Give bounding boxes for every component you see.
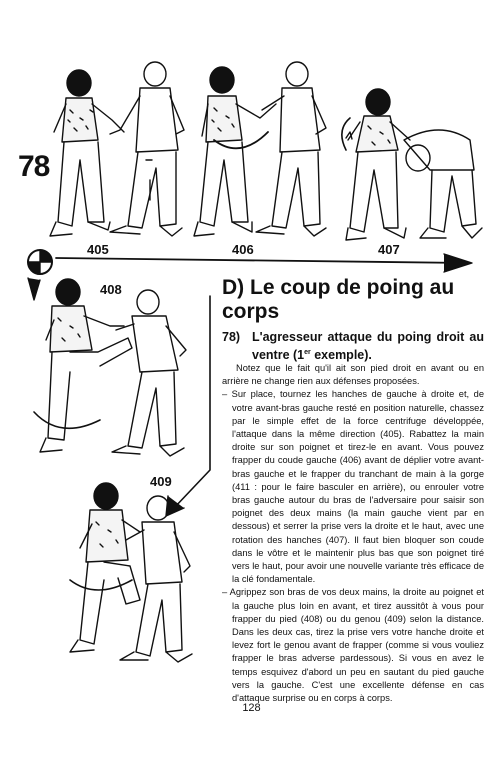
section-title: D) Le coup de poing au corps [222,276,455,323]
figure-407-drawing [342,89,482,240]
body-text [222,362,484,705]
figure-405-drawing [50,62,184,236]
figure-406-drawing [194,62,326,236]
subsection-number: 78) [222,330,241,344]
subsection-heading-end: exemple). [310,348,372,363]
subsection-heading-sup: er [304,349,311,356]
figure-label-406: 406 [232,242,254,257]
long-arrow [56,254,472,272]
figure-label-405: 405 [87,242,109,257]
target-symbol [28,250,52,300]
subsection-heading-main: L'agresseur attaque du poing droit au ventre (1 [252,330,484,363]
figure-408-drawing [34,279,186,456]
page-number: 128 [242,702,261,714]
figure-label-409: 409 [150,474,172,489]
paragraph-technique-1: – Sur place, tournez les hanches de gauche à droite et, de votre avant-bras gauche resté en position naturelle, chassez par le simple effet de la force centrifuge développée, l'attaque dans la même direction (405). Rabattez la main droite sur son poignet et tirez-le en avant. Vous pouvez frapper du coude gauche (406) avant de déplier votre avant-bras gauche et le frapper du tranchant de main à la gorge (411 : pour le faire basculer en arrière), ou enrouler votre bras gauche autour du bras de l'adversaire pour saisir son poignet des deux mains (la main gauche vient par en dessous) et serrer la prise vers la droite et le haut, avec une rotation des hanches (407). Il faut bien bloquer son coude dans le vôtre et le maintenir plus bas que son poignet tiré vers le haut, pour avoir une nouvelle variante très efficace de la clé fondamentale. [222,389,484,585]
figure-group-number: 78 [18,150,50,183]
paragraph-technique-2: – Agrippez son bras de vos deux mains, la droite au poignet et la gauche plus loin en avant, et tirez aussitôt à vous pour frapper du pied (408) ou du genou (409) selon la distance. Dans les deux cas, tirez la prise vers votre hanche droite et levez fort le genou avant de frapper (comme si vous vouliez frapper le bras adverse pardessous). Si vous en avez le temps esquivez d'abord un peu en sautant du pied gauche vers la gauche. C'est une excellente défense en cas d'attaque surprise ou en corps à corps. [222,587,484,704]
diagonal-arrow [166,296,210,516]
figure-label-407: 407 [378,242,400,257]
subsection-heading [252,330,484,363]
paragraph-intro: Notez que le fait qu'il ait son pied droit en avant ou en arrière ne change rien aux défenses proposées. [222,363,484,387]
subsection-title [222,330,484,363]
figure-label-408: 408 [100,282,122,297]
